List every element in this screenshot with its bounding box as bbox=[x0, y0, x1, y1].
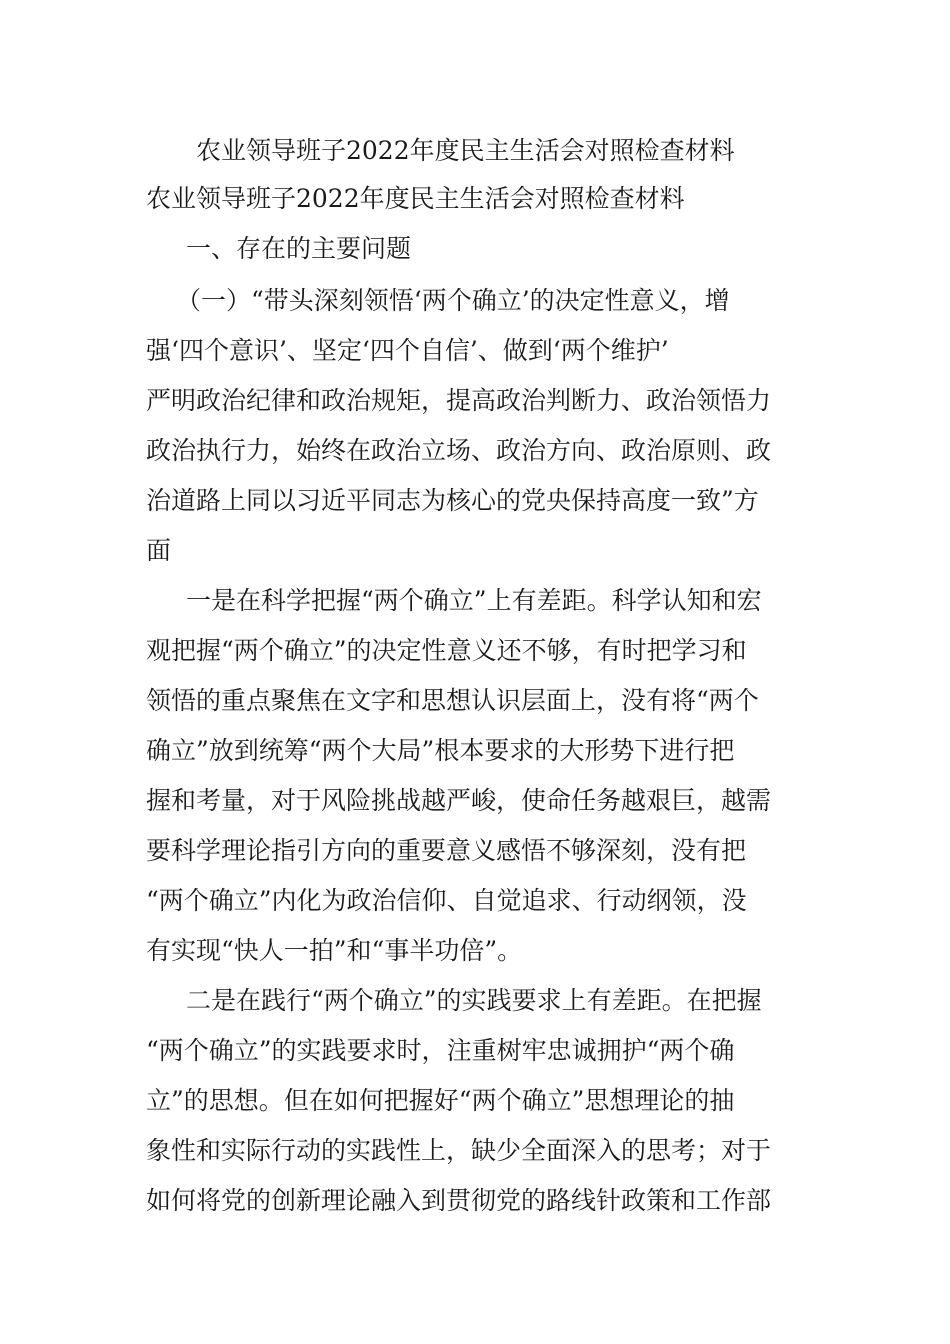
section-heading: 一、存在的主要问题 bbox=[186, 234, 412, 263]
paragraph-line: 确立”放到统筹“两个大局”根本要求的大形势下进行把 bbox=[146, 736, 735, 765]
paragraph-line: 观把握“两个确立”的决定性意义还不够，有时把学习和 bbox=[146, 636, 747, 665]
paragraph-line: 领悟的重点聚焦在文字和思想认识层面上，没有将“两个 bbox=[146, 686, 759, 715]
subsection-line: 强‘四个意识’、坚定‘四个自信’、做到‘两个维护’ bbox=[146, 336, 669, 365]
document-title-repeat: 农业领导班子2022年度民主生活会对照检查材料 bbox=[146, 184, 685, 213]
subsection-line: （一）“带头深刻领悟‘两个确立’的决定性意义，增 bbox=[176, 286, 730, 315]
paragraph-line: 要科学理论指引方向的重要意义感悟不够深刻，没有把 bbox=[146, 836, 747, 865]
paragraph-line: 一是在科学把握“两个确立”上有差距。科学认知和宏 bbox=[186, 586, 762, 615]
paragraph-line: 立”的思想。但在如何把握好“两个确立”思想理论的抽 bbox=[146, 1086, 735, 1115]
paragraph-line: “两个确立”内化为政治信仰、自觉追求、行动纲领，没 bbox=[146, 886, 747, 915]
subsection-line: 治道路上同以习近平同志为核心的党央保持高度一致”方 bbox=[146, 486, 759, 515]
subsection-line: 政治执行力，始终在政治立场、政治方向、政治原则、政 bbox=[146, 436, 772, 465]
paragraph-line: 有实现“快人一拍”和“事半功倍”。 bbox=[146, 936, 523, 965]
paragraph-line: 如何将党的创新理论融入到贯彻党的路线针政策和工作部 bbox=[146, 1186, 772, 1215]
paragraph-line: “两个确立”的实践要求时，注重树牢忠诚拥护“两个确 bbox=[146, 1036, 735, 1065]
paragraph-line: 二是在践行“两个确立”的实践要求上有差距。在把握 bbox=[186, 986, 762, 1015]
paragraph-line: 象性和实际行动的实践性上，缺少全面深入的思考；对于 bbox=[146, 1136, 772, 1165]
paragraph-line: 握和考量，对于风险挑战越严峻，使命任务越艰巨，越需 bbox=[146, 786, 772, 815]
subsection-line: 面 bbox=[146, 536, 172, 565]
document-title: 农业领导班子2022年度民主生活会对照检查材料 bbox=[196, 136, 735, 165]
subsection-line: 严明政治纪律和政治规矩，提高政治判断力、政治领悟力 bbox=[146, 386, 772, 415]
